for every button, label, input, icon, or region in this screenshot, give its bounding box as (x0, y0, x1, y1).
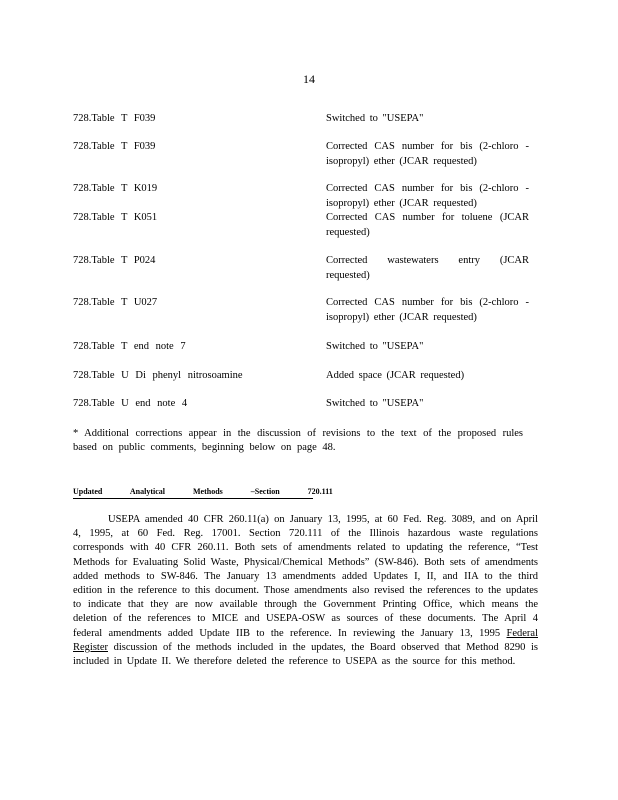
footnote: * Additional corrections appear in the discussion of revisions to the text of the proposed rules based on public comments, beginning below on page 48. (73, 428, 523, 453)
correction-location: 728.Table U end note 4 (73, 398, 188, 409)
correction-description: Corrected CAS number for bis (2-chloro - isopropyl) ether (JCAR requested) (326, 141, 529, 167)
correction-description: Switched to "USEPA" (326, 341, 424, 352)
correction-location: 728.Table T K051 (73, 212, 158, 223)
correction-location: 728.Table T F039 (73, 113, 156, 124)
page-number: 14 (303, 72, 315, 86)
correction-location: 728.Table T P024 (73, 255, 156, 266)
correction-description: Corrected wastewaters entry (JCAR requested) (326, 255, 529, 281)
body-paragraph (73, 513, 538, 669)
correction-description: Corrected CAS number for bis (2-chloro - isopropyl) ether (JCAR requested) (326, 297, 529, 323)
correction-description: Corrected CAS number for bis (2-chloro - isopropyl) ether (JCAR requested) (326, 183, 529, 209)
correction-description: Switched to "USEPA" (326, 113, 424, 124)
body-text: discussion of the methods included in the updates, the Board observed that Method 8290 is included in Update II. We therefore deleted the reference to USEPA as the source for this method. (73, 641, 539, 668)
correction-location: 728.Table T U027 (73, 297, 158, 308)
federal-register-text: Federal Register (73, 627, 538, 653)
correction-location: 728.Table T F039 (73, 141, 156, 152)
correction-description: Corrected CAS number for toluene (JCAR requested) (326, 212, 529, 238)
correction-description: Switched to "USEPA" (326, 398, 424, 409)
correction-location: 728.Table T end note 7 (73, 341, 186, 352)
correction-description: Added space (JCAR requested) (326, 370, 465, 381)
body-text: USEPA amended 40 CFR 260.11(a) on January 13, 1995, at 60 Fed. Reg. 3089, and on April 4, 1995, at 60 Fed. Reg. 17001. Section 720.111 of the Illinois hazardous waste regulations corresponds with 40 CFR 260.11. Both sets of amendments related to updating the reference, “Test Methods for Evaluating Solid Waste, Physical/Chemical Methods” (SW-846). Both sets of amendments added methods to SW-846. The January 13 amendments added Updates I, II, and IIA to the third edition in the reference to this document. Those amendments also revised the references to the updates to indicate that they are now available through the Government Printing Office, which means the deletion of the references to MICE and USEPA-OSW as sources of these documents. The April 4 federal amendments added Update IIB to the reference. In reviewing the January 13, 1995 (73, 514, 538, 639)
correction-location: 728.Table U Di phenyl nitrosoamine (73, 370, 243, 381)
section-heading: Updated Analytical Methods –Section 720.111 (73, 487, 313, 499)
correction-location: 728.Table T K019 (73, 183, 158, 194)
